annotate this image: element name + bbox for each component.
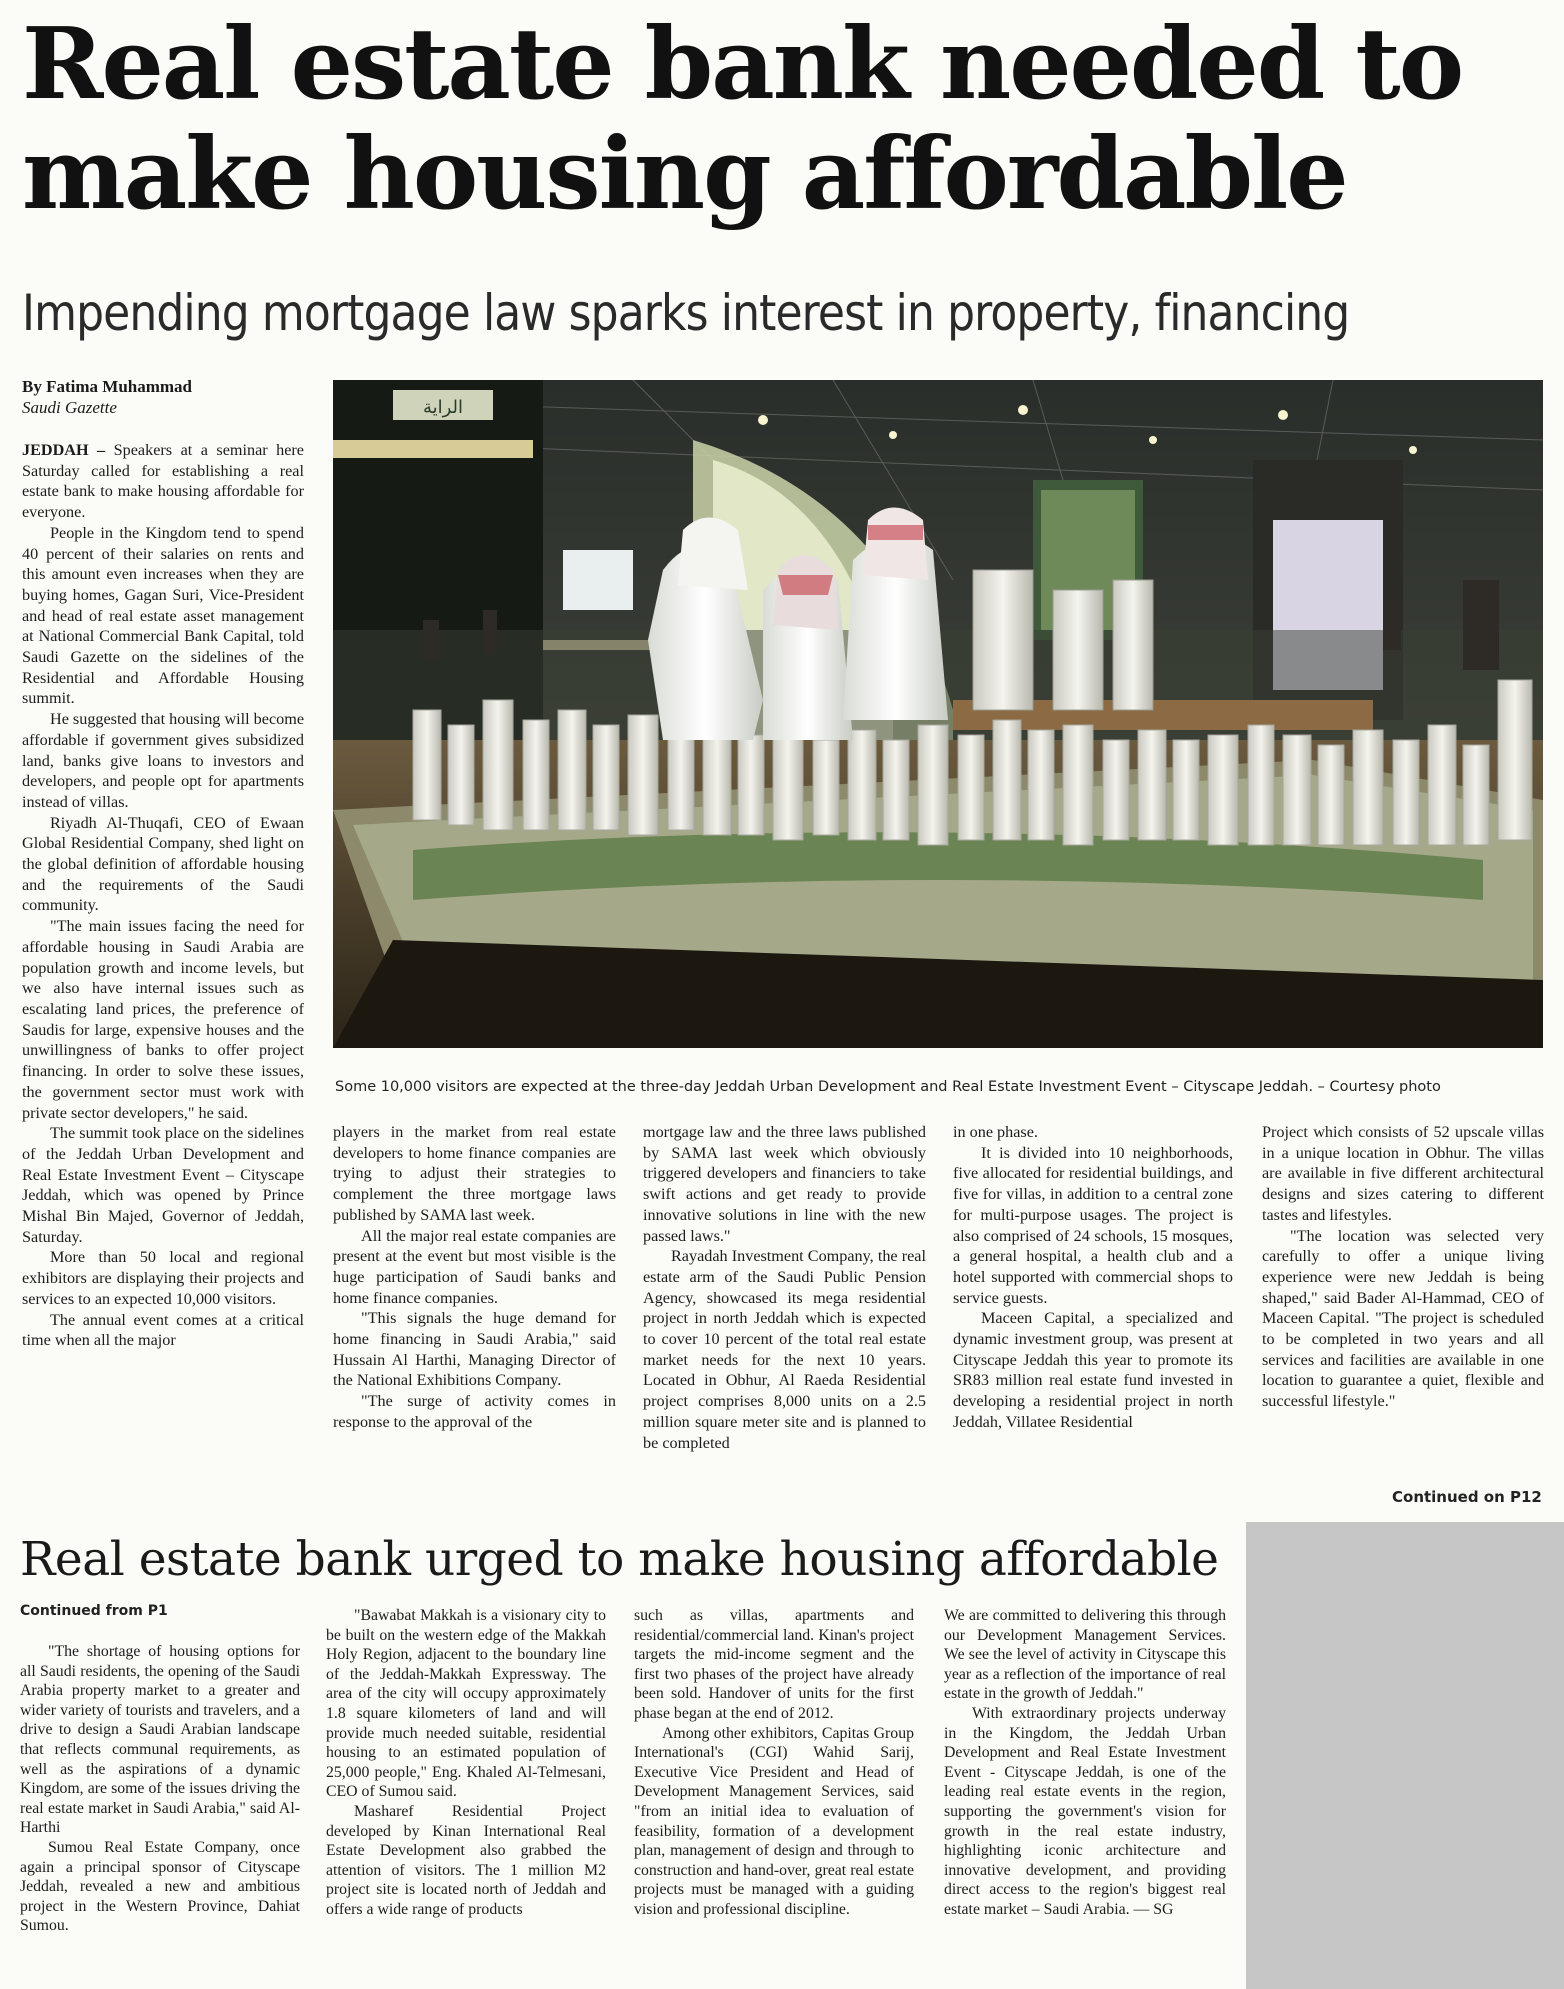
paragraph: such as villas, apartments and residential/commercial land. Kinan's project targets the mid-income segment and the first two phases of the project have already been sold. Handover of units for the first phase began at the end of 2012. <box>634 1607 914 1722</box>
article-column-1 <box>22 440 304 1512</box>
paragraph: mortgage law and the three laws published by SAMA last week which obviously triggered developers and financiers to take swift actions and get ready to provide innovative solutions in line with the new passed laws." <box>643 1123 926 1245</box>
paragraph: "Bawabat Makkah is a visionary city to be built on the western edge of the Makkah Holy Region, adjacent to the boundary line of the Jeddah-Makkah Expressway. The area of the city will occupy approximately 1.8 square kilometers of land and will provide much needed suitable, residential housing to an estimated population of 25,000 people," Eng. Khaled Al-Telmesani, CEO of Sumou said. <box>326 1607 606 1801</box>
paragraph: All the major real estate companies are present at the event but most visible is the huge participation of Saudi banks and home finance companies. <box>333 1226 616 1307</box>
paragraph: Riyadh Al-Thuqafi, CEO of Ewaan Global Residential Company, shed light on the global definition of affordable housing and the requirements of the Saudi community. <box>22 813 304 915</box>
paragraph: "The surge of activity comes in response to the approval of the <box>333 1392 616 1431</box>
paragraph: People in the Kingdom tend to spend 40 percent of their salaries on rents and this amount even increases when they are buying homes, Gagan Suri, Vice-President and head of real estate asset management at National Commercial Bank Capital, told Saudi Gazette on the sidelines of the Residential and Affordable Housing summit. <box>22 523 304 708</box>
continuation-column-3 <box>634 1606 914 1982</box>
headline <box>22 7 1552 232</box>
article-column-5 <box>1262 1122 1544 1472</box>
photo-caption: Some 10,000 visitors are expected at the three-day Jeddah Urban Development and Real Estate Investment Event – Cityscape Jeddah. – Courtesy photo <box>335 1079 1441 1095</box>
headline-line-1: Real estate bank needed to <box>22 7 1463 122</box>
continuation-headline: Real estate bank urged to make housing affordable <box>20 1532 1219 1587</box>
paragraph: "This signals the huge demand for home financing in Saudi Arabia," said Hussain Al Harthi, Managing Director of the National Exhibitions Company. <box>333 1309 616 1390</box>
continuation-column-1 <box>20 1642 300 1982</box>
paragraph: Maceen Capital, a specialized and dynamic investment group, was present at Cityscape Jeddah this year to promote its SR83 million real estate fund invested in developing a residential project in north Jeddah, Villatee Residential <box>953 1309 1233 1431</box>
paragraph: in one phase. <box>953 1123 1038 1141</box>
article-column-2 <box>333 1122 616 1512</box>
headline-line-2: make housing affordable <box>22 117 1347 232</box>
paragraph: With extraordinary projects underway in the Kingdom, the Jeddah Urban Development and Real Estate Investment Event - Cityscape Jeddah, is one of the leading real estate events in the region, supporting the government's vision for growth in the real estate industry, highlighting iconic architecture and innovative development, and providing direct access to the region's biggest real estate market – Saudi Arabia. — SG <box>944 1704 1226 1918</box>
paragraph: "The main issues facing the need for affordable housing in Saudi Arabia are population growth and income levels, but we also have internal issues such as escalating land prices, the preference of Saudis for large, expensive houses and the unwillingness of banks to offer project financing. In order to solve these issues, the government sector must work with private sector developers," he said. <box>22 917 304 1122</box>
paragraph: It is divided into 10 neighborhoods, five allocated for residential buildings, and five for villas, in addition to a central zone for multi-purpose usages. The project is also comprised of 24 schools, 15 mosques, a general hospital, a health club and a hotel supported with commercial shops to service guests. <box>953 1143 1233 1307</box>
paragraph: More than 50 local and regional exhibitors are displaying their projects and services to an expected 10,000 visitors. <box>22 1248 304 1308</box>
continued-on-label: Continued on P12 <box>1392 1488 1542 1506</box>
publication-name: Saudi Gazette <box>22 398 117 417</box>
continuation-column-4 <box>944 1606 1226 1982</box>
paragraph: The annual event comes at a critical time when all the major <box>22 1310 304 1350</box>
paragraph: We are committed to delivering this through our Development Management Services. We see the level of activity in Cityscape this year as a reflection of the importance of real estate in the growth of Jeddah." <box>944 1607 1226 1703</box>
article-column-4 <box>953 1122 1233 1512</box>
author-name: By Fatima Muhammad <box>22 377 192 396</box>
paragraph: "The shortage of housing options for all Saudi residents, the opening of the Saudi Arabia property market to a greater and wider variety of tourists and travelers, and a drive to design a Saudi Arabian landscape that reflects communal requirements, as well as the aspirations of a dynamic Kingdom, are some of the issues driving the real estate market in Saudi Arabia," said Al-Harthi <box>20 1643 300 1837</box>
paragraph: Rayadah Investment Company, the real estate arm of the Saudi Public Pension Agency, showcased its mega residential project in north Jeddah which is expected to cover 10 percent of the total real estate market needs for the next 10 years. Located in Obhur, Al Raeda Residential project comprises 8,000 units on a 2.5 million square meter site and is planned to be completed <box>643 1247 926 1452</box>
article-column-3 <box>643 1122 926 1512</box>
continued-from-label: Continued from P1 <box>20 1603 168 1619</box>
subheadline: Impending mortgage law sparks interest in property, financing <box>22 284 1350 342</box>
paragraph: Masharef Residential Project developed by Kinan International Real Estate Development also grabbed the attention of visitors. The 1 million M2 project site is located north of Jeddah and offers a wide range of products <box>326 1802 606 1918</box>
byline <box>22 376 192 418</box>
dateline: JEDDAH – <box>22 441 106 459</box>
paragraph: "The location was selected very carefully to offer a unique living experience were new Jeddah is being shaped," said Bader Al-Hammad, CEO of Maceen Capital. "The project is scheduled to be completed in two years and all services and facilities are available in one location to guarantee a quiet, flexible and successful lifestyle." <box>1262 1226 1544 1411</box>
paragraph: The summit took place on the sidelines of the Jeddah Urban Development and Real Estate Investment Event – Cityscape Jeddah, which was opened by Prince Mishal Bin Majed, Governor of Jeddah, Saturday. <box>22 1124 304 1246</box>
paragraph: JEDDAH – Speakers at a seminar here Saturday called for establishing a real estate bank to make housing affordable for everyone. <box>22 441 304 522</box>
paragraph: Project which consists of 52 upscale villas in a unique location in Obhur. The villas are available in five different architectural designs and sizes catering to different tastes and lifestyles. <box>1262 1123 1544 1224</box>
continuation-column-2 <box>326 1606 606 1982</box>
exhibition-photo-illustration <box>333 380 1543 1048</box>
exhibition-photo <box>333 380 1543 1048</box>
paragraph: Sumou Real Estate Company, once again a principal sponsor of Cityscape Jeddah, revealed a new and ambitious project in the Western Province, Dahiat Sumou. <box>20 1838 300 1935</box>
paragraph: He suggested that housing will become affordable if government gives subsidized land, banks give loans to investors and developers, and people opt for apartments instead of villas. <box>22 710 304 811</box>
paragraph: players in the market from real estate developers to home finance companies are trying to adjust their strategies to complement the three mortgage laws published by SAMA last week. <box>333 1123 616 1224</box>
booth-sign: الراية <box>422 397 464 418</box>
paragraph: Among other exhibitors, Capitas Group International's (CGI) Wahid Sarij, Executive Vice President and Head of Development Management Services, said "from an initial idea to evaluation of feasibility, formation of a development plan, management of design and through to construction and hand-over, great real estate projects must be managed with a guiding vision and professional discipline. <box>634 1724 914 1918</box>
